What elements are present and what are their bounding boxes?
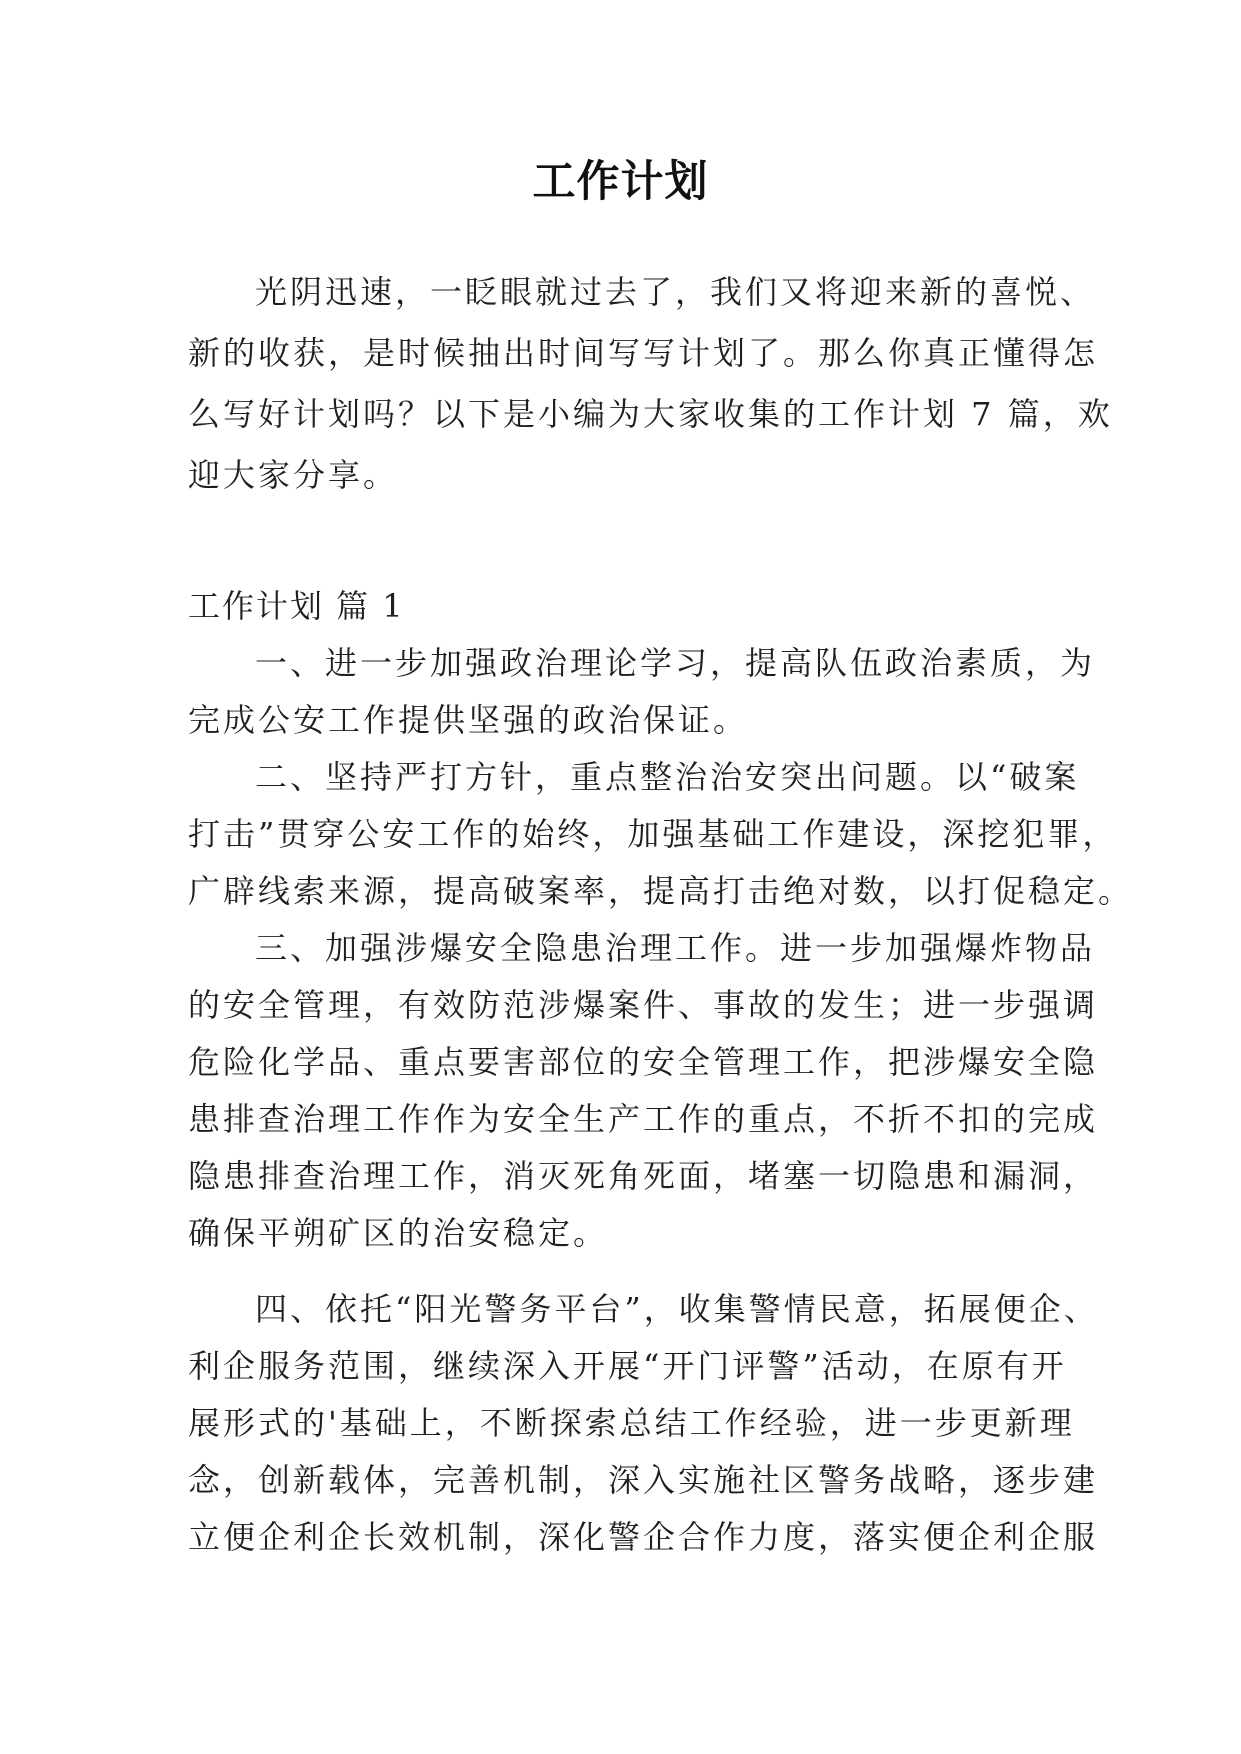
body-line-14: 展形式的'基础上，不断探索总结工作经验，进一步更新理 — [188, 1404, 1075, 1442]
intro-line-2: 新的收获，是时候抽出时间写写计划了。那么你真正懂得怎 — [188, 334, 1099, 372]
body-line-12: 四、依托“阳光警务平台”，收集警情民意，拓展便企、 — [255, 1290, 1099, 1328]
page-title: 工作计划 — [532, 157, 709, 207]
intro-line-1: 光阴迅速，一眨眼就过去了，我们又将迎来新的喜悦、 — [255, 273, 1096, 311]
body-line-6: 三、加强涉爆安全隐患治理工作。进一步加强爆炸物品 — [255, 929, 1096, 967]
body-line-3: 二、坚持严打方针，重点整治治安突出问题。以“破案 — [255, 758, 1080, 796]
intro-line-3: 么写好计划吗？以下是小编为大家收集的工作计划 7 篇，欢 — [188, 395, 1113, 433]
body-line-7: 的安全管理，有效防范涉爆案件、事故的发生；进一步强调 — [188, 986, 1099, 1024]
body-line-8: 危险化学品、重点要害部位的安全管理工作，把涉爆安全隐 — [188, 1043, 1099, 1081]
body-line-9: 患排查治理工作作为安全生产工作的重点，不折不扣的完成 — [188, 1100, 1099, 1138]
body-line-2: 完成公安工作提供坚强的政治保证。 — [188, 701, 749, 739]
body-line-13: 利企服务范围，继续深入开展“开门评警”活动，在原有开 — [188, 1347, 1067, 1385]
body-line-5: 广辟线索来源，提高破案率，提高打击绝对数，以打促稳定。 — [188, 872, 1134, 910]
body-line-10: 隐患排查治理工作，消灭死角死面，堵塞一切隐患和漏洞， — [188, 1157, 1099, 1195]
body-line-15: 念，创新载体，完善机制，深入实施社区警务战略，逐步建 — [188, 1461, 1099, 1499]
section-heading: 工作计划 篇 1 — [188, 587, 405, 625]
body-line-11: 确保平朔矿区的治安稳定。 — [188, 1214, 609, 1252]
body-line-1: 一、进一步加强政治理论学习，提高队伍政治素质，为 — [255, 644, 1096, 682]
body-line-4: 打击”贯穿公安工作的始终，加强基础工作建设，深挖犯罪， — [188, 815, 1118, 853]
intro-line-4: 迎大家分享。 — [188, 456, 399, 494]
body-line-16: 立便企利企长效机制，深化警企合作力度，落实便企利企服 — [188, 1518, 1099, 1556]
